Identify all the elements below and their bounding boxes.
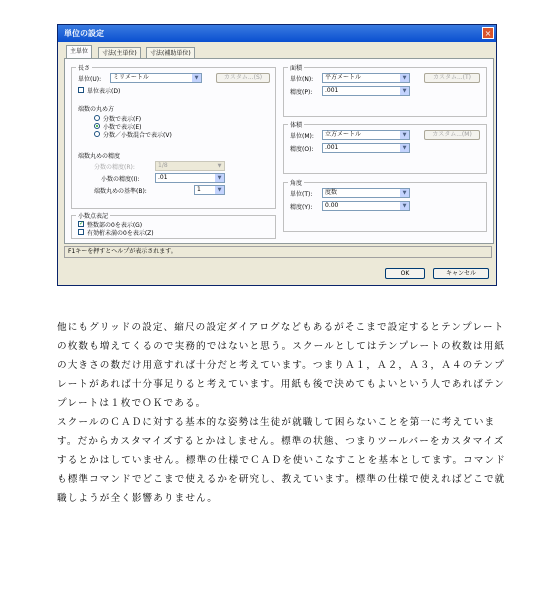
area-unit-value: 平方メートル [325, 74, 362, 81]
radio-fraction-label: 分数で表示(F) [103, 116, 142, 123]
chevron-down-icon: ▼ [215, 162, 224, 170]
radio-mixed[interactable] [94, 131, 100, 137]
radio-decimal-label: 小数で表示(E) [103, 124, 142, 131]
decimal-precision-value: .01 [158, 174, 168, 181]
volume-unit-select[interactable] [322, 130, 410, 140]
area-unit-label: 単位(N): [290, 76, 314, 83]
decimal-notation-label: 小数点表記 [78, 213, 109, 220]
volume-unit-value: 立方メートル [325, 131, 362, 138]
volume-group [283, 124, 487, 174]
paragraph: 他にもグリッドの設定、縮尺の設定ダイアログなどもあるがそこまで設定するとテンプレートの枚数も増えてくるので実務的ではないと思う。スクールとしてはテンプレートの枚数は用紙の大きさの数だけ用意すれば十分だと考えています。つまりＡ１，Ａ２，Ａ３，Ａ４のテンプレートがあれば十分事足りると考えています。用紙も後で決めてもよいという人であればテンプレートは１枚でＯＫである。 [57, 322, 506, 409]
angle-precision-select[interactable] [322, 201, 410, 211]
area-precision-label: 精度(P): [290, 89, 313, 96]
length-custom-button[interactable]: カスタム...(S) [216, 73, 270, 83]
decimal-notation-group [71, 215, 276, 239]
volume-unit-label: 単位(M): [290, 133, 314, 140]
length-unit-value: ミリメートル [113, 74, 149, 81]
article-text [57, 318, 507, 508]
tab-primary-units[interactable]: 主単位 [66, 45, 92, 59]
angle-precision-value: 0.00 [325, 202, 339, 209]
leading-zero-checkbox[interactable]: ✓ [79, 220, 85, 227]
chevron-down-icon: ▼ [192, 74, 201, 82]
angle-group-label: 角度 [290, 180, 303, 187]
chevron-down-icon: ▼ [215, 186, 224, 194]
trailing-zero-checkbox[interactable] [78, 229, 84, 235]
units-dialog [57, 24, 497, 286]
chevron-down-icon: ▼ [400, 131, 409, 139]
length-group-label: 長さ [78, 65, 91, 72]
close-icon[interactable]: × [482, 27, 494, 39]
rounding-group-label: 端数丸めの精度 [78, 153, 121, 160]
fraction-precision-select[interactable] [155, 161, 225, 171]
volume-precision-value: .001 [325, 144, 339, 151]
cancel-button[interactable]: キャンセル [433, 268, 489, 279]
angle-unit-label: 単位(T): [290, 191, 313, 198]
area-group-label: 面積 [290, 65, 303, 72]
chevron-down-icon: ▼ [400, 202, 409, 210]
tab-dimension-alternate[interactable]: 寸法(補助単位) [146, 47, 195, 59]
volume-custom-button[interactable]: カスタム...(M) [424, 130, 480, 140]
paragraph: スクールのＣＡＤに対する基本的な姿勢は生徒が就職して困らないことを第一に考えています。だからカスタマイズするとかはしません。標準の状態、つまりツールバーをカスタマイズするとかはしていません。標準の仕様でＣＡＤを使いこなすことを基本としてます。コマンドも標準コマンドでどこまで使えるかを研究し、教えています。標準の仕様で使えればどこで就職しようが全く影響ありません。 [57, 417, 506, 504]
decimal-precision-label: 小数の精度(I): [101, 176, 140, 183]
volume-precision-label: 精度(O): [290, 146, 314, 153]
chevron-down-icon: ▼ [400, 74, 409, 82]
area-group [283, 67, 487, 117]
area-custom-button[interactable]: カスタム...(T) [424, 73, 480, 83]
chevron-down-icon: ▼ [400, 144, 409, 152]
angle-unit-select[interactable] [322, 188, 410, 198]
length-unit-select[interactable] [110, 73, 202, 83]
radio-mixed-label: 分数／小数混合で表示(V) [103, 132, 172, 139]
chevron-down-icon: ▼ [215, 174, 224, 182]
radio-fraction[interactable] [94, 115, 100, 121]
volume-group-label: 体積 [290, 122, 303, 129]
area-unit-select[interactable] [322, 73, 410, 83]
fraction-precision-value: 1/8 [158, 162, 168, 169]
fraction-group-label: 端数の丸め方 [78, 106, 115, 113]
help-status-bar: F1キーを押すとヘルプが表示されます。 [64, 246, 492, 258]
area-precision-value: .001 [325, 87, 339, 94]
volume-precision-select[interactable] [322, 143, 410, 153]
length-unit-label: 単位(U): [78, 76, 102, 83]
tab-dimension-primary[interactable]: 寸法(主単位) [98, 47, 141, 59]
angle-precision-label: 精度(Y): [290, 204, 313, 211]
radio-decimal[interactable] [94, 123, 100, 129]
dialog-title: 単位の設定 [64, 29, 104, 38]
decimal-precision-select[interactable] [155, 173, 225, 183]
rounding-base-label: 端数丸めの基準(B): [94, 188, 147, 195]
angle-group [283, 182, 487, 232]
fraction-precision-label: 分数の精度(R): [94, 164, 135, 171]
area-precision-select[interactable] [322, 86, 410, 96]
length-group [71, 67, 276, 209]
chevron-down-icon: ▼ [400, 87, 409, 95]
tab-panel [64, 58, 494, 244]
unit-display-label: 単位表示(D) [87, 88, 121, 95]
leading-zero-label: 整数部の0を表示(G) [87, 222, 143, 229]
dialog-titlebar [58, 25, 496, 42]
chevron-down-icon: ▼ [400, 189, 409, 197]
rounding-base-select[interactable] [194, 185, 225, 195]
angle-unit-value: 度数 [325, 189, 338, 196]
trailing-zero-label: 有効桁未満の0を表示(Z) [87, 230, 154, 237]
unit-display-checkbox[interactable] [78, 87, 84, 93]
rounding-base-value: 1 [197, 186, 201, 193]
ok-button[interactable]: OK [385, 268, 425, 279]
